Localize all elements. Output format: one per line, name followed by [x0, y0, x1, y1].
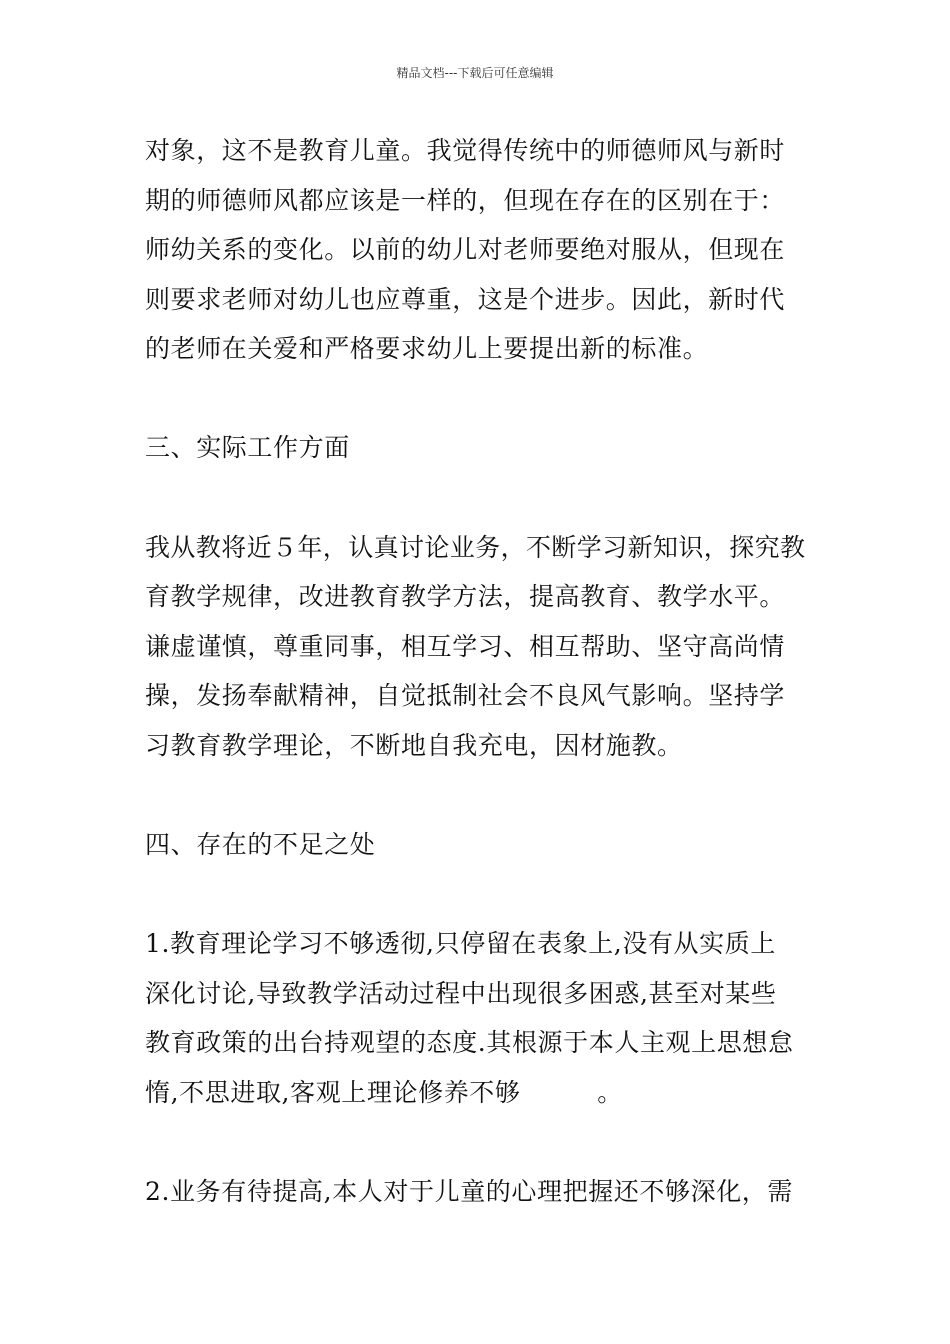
text-line: 深化讨论,导致教学活动过程中出现很多困惑,甚至对某些 — [145, 979, 777, 1008]
text-line: 则要求老师对幼儿也应尊重，这是个进步。因此，新时代 — [145, 285, 786, 314]
text-line: 谦虚谨慎，尊重同事，相互学习、相互帮助、坚守高尚情 — [145, 632, 786, 661]
text-line: 操，发扬奉献精神，自觉抵制社会不良风气影响。坚持学 — [145, 681, 786, 710]
page-header: 精品文档---下载后可任意编辑 — [396, 66, 554, 80]
text-line: 期的师德师风都应该是一样的，但现在存在的区别在于： — [145, 186, 786, 215]
text-line: 惰,不思进取,客观上理论修养不够 。 — [145, 1078, 623, 1107]
section-3-heading: 三、实际工作方面 — [145, 433, 350, 462]
text-line: 1.教育理论学习不够透彻,只停留在表象上,没有从实质上 — [145, 929, 776, 958]
text-line: 师幼关系的变化。以前的幼儿对老师要绝对服从，但现在 — [145, 235, 786, 264]
text-line: 习教育教学理论，不断地自我充电，因材施教。 — [145, 731, 683, 760]
text-line: 的老师在关爱和严格要求幼儿上要提出新的标准。 — [145, 334, 709, 363]
text-line: 我从教将近５年，认真讨论业务，不断学习新知识，探究教 — [145, 533, 806, 562]
text-line: 对象，这不是教育儿童。我觉得传统中的师德师风与新时 — [145, 136, 786, 165]
text-line: 2.业务有待提高,本人对于儿童的心理把握还不够深化，需 — [145, 1177, 794, 1206]
section-4-heading: 四、存在的不足之处 — [145, 830, 376, 859]
text-line: 教育政策的出台持观望的态度.其根源于本人主观上思想怠 — [145, 1028, 794, 1057]
text-line: 育教学规律，改进教育教学方法，提高教育、教学水平。 — [145, 582, 786, 611]
